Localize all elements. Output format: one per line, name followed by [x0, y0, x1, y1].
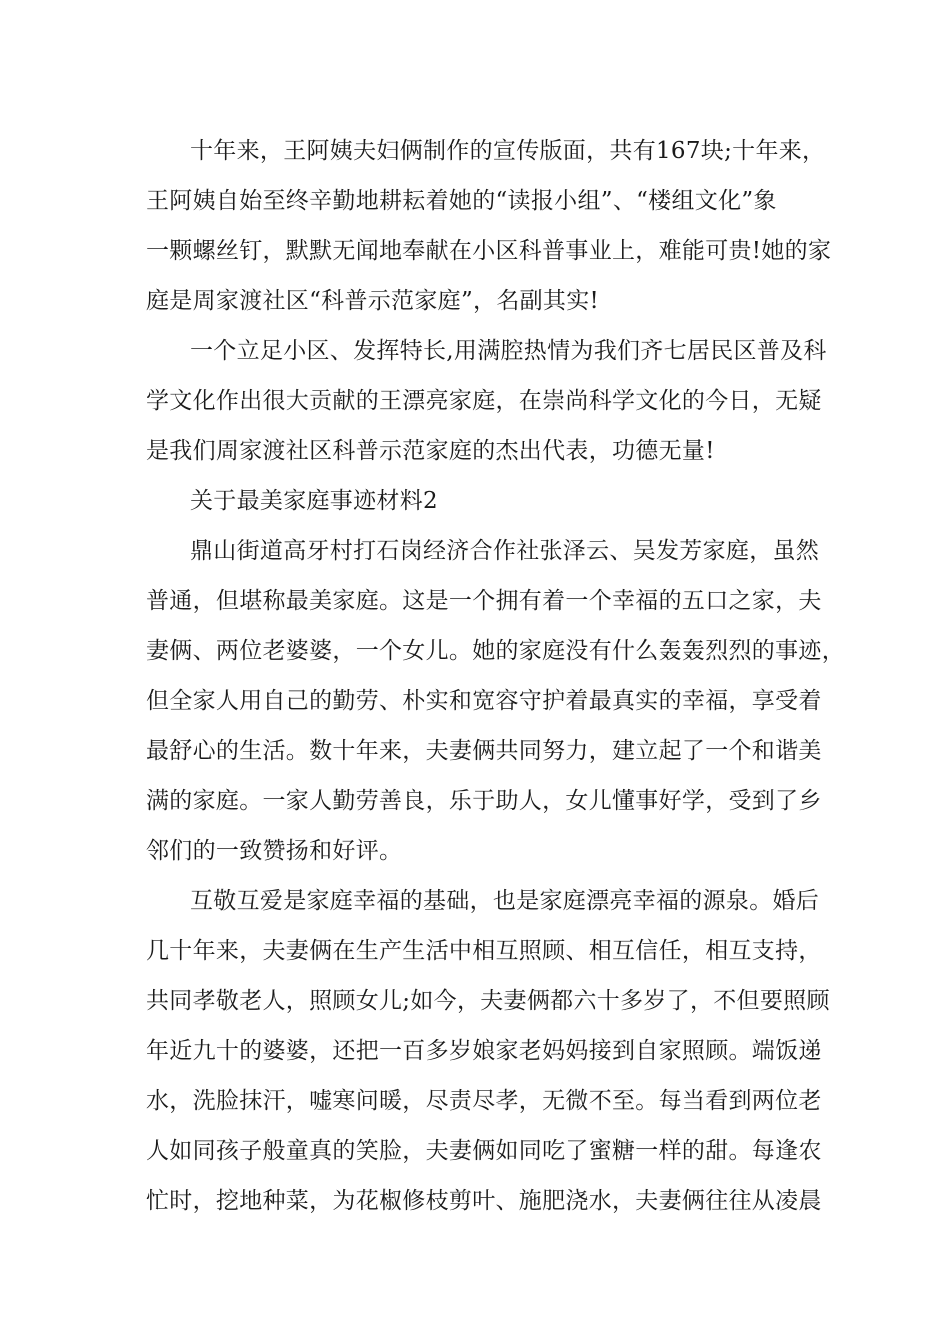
text-line: 几十年来，夫妻俩在生产生活中相互照顾、相互信任，相互支持， [146, 938, 822, 964]
text-line: 王阿姨自始至终辛勤地耕耘着她的“读报小组”、“楼组文化”象 [146, 188, 777, 214]
text-line: 一个立足小区、发挥特长,用满腔热情为我们齐七居民区普及科 [190, 338, 827, 364]
text-line: 互敬互爱是家庭幸福的基础，也是家庭漂亮幸福的源泉。婚后 [190, 888, 820, 914]
text-line: 水，洗脸抹汗，嘘寒问暖，尽责尽孝，无微不至。每当看到两位老 [146, 1088, 822, 1114]
text-line: 忙时，挖地种菜，为花椒修枝剪叶、施肥浇水，夫妻俩往往从凌晨 [146, 1188, 822, 1214]
text-line: 但全家人用自己的勤劳、朴实和宽容守护着最真实的幸福，享受着 [146, 688, 822, 714]
text-line: 最舒心的生活。数十年来，夫妻俩共同努力，建立起了一个和谐美 [146, 738, 822, 764]
text-line: 邻们的一致赞扬和好评。 [146, 838, 403, 864]
text-line: 是我们周家渡社区科普示范家庭的杰出代表，功德无量! [146, 438, 715, 464]
text-line: 满的家庭。一家人勤劳善良，乐于助人，女儿懂事好学，受到了乡 [146, 788, 822, 814]
text-line: 普通，但堪称最美家庭。这是一个拥有着一个幸福的五口之家，夫 [146, 588, 822, 614]
text-line: 一颗螺丝钉，默默无闻地奉献在小区科普事业上，难能可贵!她的家 [146, 238, 832, 264]
text-line: 十年来，王阿姨夫妇俩制作的宣传版面，共有167块;十年来， [190, 138, 826, 164]
text-line: 鼎山街道高牙村打石岗经济合作社张泽云、吴发芳家庭，虽然 [190, 538, 820, 564]
text-line: 人如同孩子般童真的笑脸，夫妻俩如同吃了蜜糖一样的甜。每逢农 [146, 1138, 822, 1164]
text-line: 共同孝敬老人，照顾女儿;如今，夫妻俩都六十多岁了，不但要照顾 [146, 988, 830, 1014]
section-heading: 关于最美家庭事迹材料2 [190, 488, 438, 514]
text-line: 学文化作出很大贡献的王漂亮家庭，在崇尚科学文化的今日，无疑 [146, 388, 822, 414]
text-line: 妻俩、两位老婆婆，一个女儿。她的家庭没有什么轰轰烈烈的事迹， [146, 638, 845, 664]
text-line: 庭是周家渡社区“科普示范家庭”，名副其实! [146, 288, 600, 314]
text-line: 年近九十的婆婆，还把一百多岁娘家老妈妈接到自家照顾。端饭递 [146, 1038, 822, 1064]
